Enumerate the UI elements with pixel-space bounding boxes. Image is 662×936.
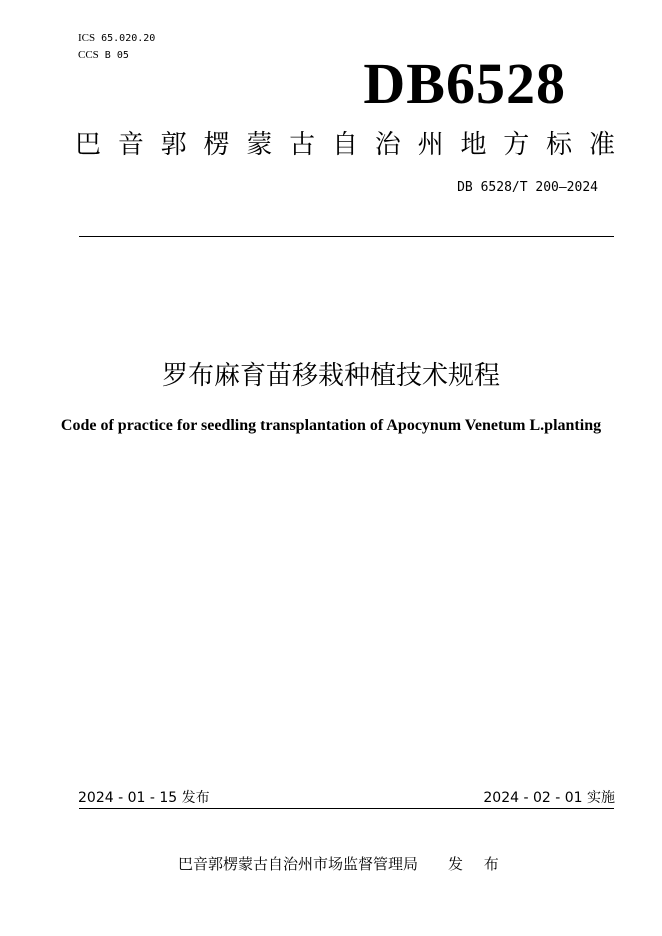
document-title-english: Code of practice for seedling transplantation of Apocynum Venetum L.planting: [60, 417, 602, 434]
footer-divider: [79, 808, 614, 809]
standard-type-char: 巴: [75, 130, 102, 160]
standard-type-char: 古: [289, 130, 316, 160]
standard-type-char: 地: [460, 130, 487, 160]
standard-type-char: 标: [546, 130, 573, 160]
publish-action: 发 布: [448, 855, 507, 873]
standard-type-char: 郭: [160, 130, 187, 160]
standard-type-char: 治: [374, 130, 401, 160]
publisher-name: 巴音郭楞蒙古自治州市场监督管理局: [178, 855, 419, 873]
standard-number: DB 6528/T 200—2024: [457, 180, 598, 195]
standard-type-char: 蒙: [246, 130, 273, 160]
header-divider: [79, 236, 614, 237]
ics-classification: [78, 31, 155, 46]
standard-type-char: 准: [588, 130, 615, 160]
ccs-code: B 05: [104, 50, 129, 61]
db-code-heading: DB6528: [363, 51, 566, 116]
standard-type-char: 音: [117, 130, 144, 160]
ics-code: 65.020.20: [101, 33, 156, 44]
standard-type-char: 方: [503, 130, 530, 160]
implementation-date: 2024 - 02 - 01 实施: [483, 790, 615, 806]
ics-label: ICS: [78, 32, 96, 44]
standard-type-char: 州: [417, 130, 444, 160]
ccs-classification: [78, 48, 129, 63]
publisher-line: [178, 854, 507, 874]
standard-type: [75, 128, 615, 162]
issue-date: 2024 - 01 - 15 发布: [78, 790, 210, 806]
ccs-label: CCS: [78, 49, 99, 61]
document-title-chinese: 罗布麻育苗移栽种植技术规程: [161, 361, 500, 391]
standard-type-char: 自: [331, 130, 358, 160]
standard-type-char: 楞: [203, 130, 230, 160]
